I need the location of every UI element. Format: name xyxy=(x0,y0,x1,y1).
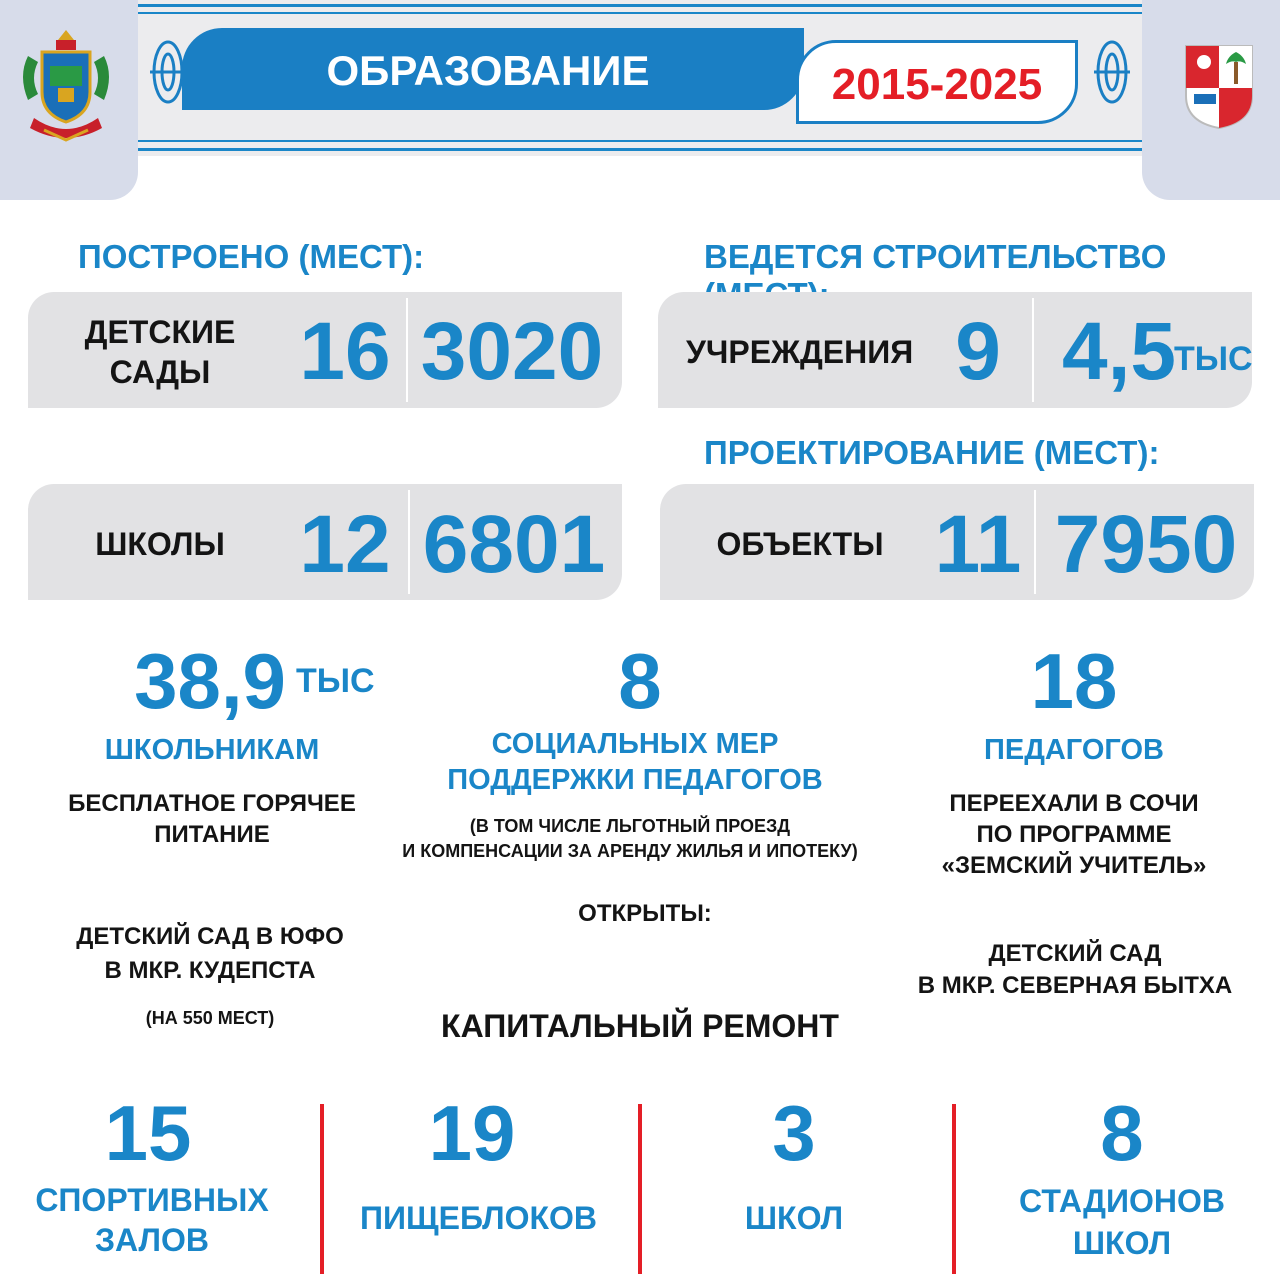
repair-value-stadiums: 8 xyxy=(1100,1089,1144,1177)
support-subtitle xyxy=(430,726,840,798)
built-title: ПОСТРОЕНО (МЕСТ): xyxy=(78,238,425,275)
repair-divider-2 xyxy=(638,1104,642,1274)
header-bottom-line-thin xyxy=(138,140,1142,142)
repair-label-sport-halls xyxy=(30,1180,274,1260)
opened-left xyxy=(40,920,380,988)
schools-count: 12 xyxy=(299,499,391,590)
kindergartens-count: 16 xyxy=(299,306,391,397)
header-bottom-line xyxy=(138,148,1142,151)
meals-subtitle: ШКОЛЬНИКАМ xyxy=(104,734,320,766)
opened-left-note: (НА 550 МЕСТ) xyxy=(145,1008,275,1028)
schools-card-divider xyxy=(408,490,410,594)
construction-card-divider xyxy=(1032,298,1034,402)
teachers-value: 18 xyxy=(1030,637,1118,725)
repair-label-sport-halls-line1: СПОРТИВНЫХ xyxy=(35,1182,269,1218)
meals-line2: ПИТАНИЕ xyxy=(154,821,270,848)
kindergartens-label-line1: ДЕТСКИЕ xyxy=(84,314,236,350)
opened-label: ОТКРЫТЫ: xyxy=(578,900,712,927)
kindergartens-label-line2: САДЫ xyxy=(109,354,211,390)
repair-value-schools: 3 xyxy=(772,1089,816,1177)
construction-count: 9 xyxy=(955,306,1001,397)
construction-title: ВЕДЕТСЯ СТРОИТЕЛЬСТВО xyxy=(704,238,1167,275)
ornament-right-icon xyxy=(1092,36,1132,108)
meals-unit: ТЫС xyxy=(296,662,375,700)
repair-divider-1 xyxy=(320,1104,324,1274)
repair-label-canteens: ПИЩЕБЛОКОВ xyxy=(360,1200,598,1236)
teachers-line1: ПЕРЕЕХАЛИ В СОЧИ xyxy=(949,790,1199,817)
years-label: 2015-2025 xyxy=(831,60,1043,109)
meals-line1: БЕСПЛАТНОЕ ГОРЯЧЕЕ xyxy=(68,790,356,817)
meals-description xyxy=(60,788,364,850)
kindergartens-places: 3020 xyxy=(420,306,604,397)
teachers-subtitle: ПЕДАГОГОВ xyxy=(984,734,1164,766)
support-note xyxy=(400,814,860,864)
repair-label-sport-halls-line2: ЗАЛОВ xyxy=(95,1222,209,1258)
kindergartens-card-divider xyxy=(406,298,408,402)
repair-title: КАПИТАЛЬНЫЙ РЕМОНТ xyxy=(441,1008,839,1044)
schools-places: 6801 xyxy=(422,499,606,590)
opened-left-line2: В МКР. КУДЕПСТА xyxy=(104,957,316,984)
support-note-line2: И КОМПЕНСАЦИИ ЗА АРЕНДУ ЖИЛЬЯ И ИПОТЕКУ) xyxy=(402,841,858,861)
design-card-divider xyxy=(1034,490,1036,594)
opened-right-line1: ДЕТСКИЙ САД xyxy=(988,940,1162,967)
schools-label: ШКОЛЫ xyxy=(95,526,225,562)
support-note-line1: (В ТОМ ЧИСЛЕ ЛЬГОТНЫЙ ПРОЕЗД xyxy=(469,816,791,836)
support-subtitle-line2: ПОДДЕРЖКИ ПЕДАГОГОВ xyxy=(447,764,823,796)
repair-value-sport-halls: 15 xyxy=(104,1089,192,1177)
repair-label-stadiums-line2: ШКОЛ xyxy=(1072,1225,1172,1261)
opened-left-line1: ДЕТСКИЙ САД В ЮФО xyxy=(76,923,344,950)
page-title: ОБРАЗОВАНИЕ xyxy=(326,47,650,94)
repair-value-canteens: 19 xyxy=(428,1089,516,1177)
header-top-line xyxy=(138,4,1142,7)
header-top-line-thin xyxy=(138,12,1142,14)
design-count: 11 xyxy=(934,499,1022,590)
construction-places: 4,5 xyxy=(1062,306,1176,397)
teachers-line2: ПО ПРОГРАММЕ xyxy=(976,821,1172,848)
kindergartens-label xyxy=(60,312,260,392)
support-value: 8 xyxy=(618,637,662,725)
design-title: ПРОЕКТИРОВАНИЕ (МЕСТ): xyxy=(704,434,1160,471)
meals-value: 38,9 xyxy=(134,637,286,725)
design-label: ОБЪЕКТЫ xyxy=(716,526,884,562)
krasnodar-krai-coat-of-arms-icon xyxy=(14,26,118,144)
design-places: 7950 xyxy=(1054,499,1238,590)
support-subtitle-line1: СОЦИАЛЬНЫХ МЕР xyxy=(491,728,779,760)
opened-right-line2: В МКР. СЕВЕРНАЯ БЫТХА xyxy=(917,972,1233,999)
repair-divider-3 xyxy=(952,1104,956,1274)
sochi-coat-of-arms-icon xyxy=(1184,44,1254,130)
construction-label: УЧРЕЖДЕНИЯ xyxy=(686,334,914,370)
teachers-description xyxy=(924,788,1224,881)
repair-label-stadiums-line1: СТАДИОНОВ xyxy=(1019,1183,1225,1219)
construction-unit: ТЫС xyxy=(1174,340,1253,378)
repair-label-stadiums xyxy=(1006,1180,1238,1264)
teachers-line3: «ЗЕМСКИЙ УЧИТЕЛЬ» xyxy=(941,852,1207,879)
opened-right xyxy=(900,938,1250,1002)
repair-label-schools: ШКОЛ xyxy=(744,1200,844,1236)
